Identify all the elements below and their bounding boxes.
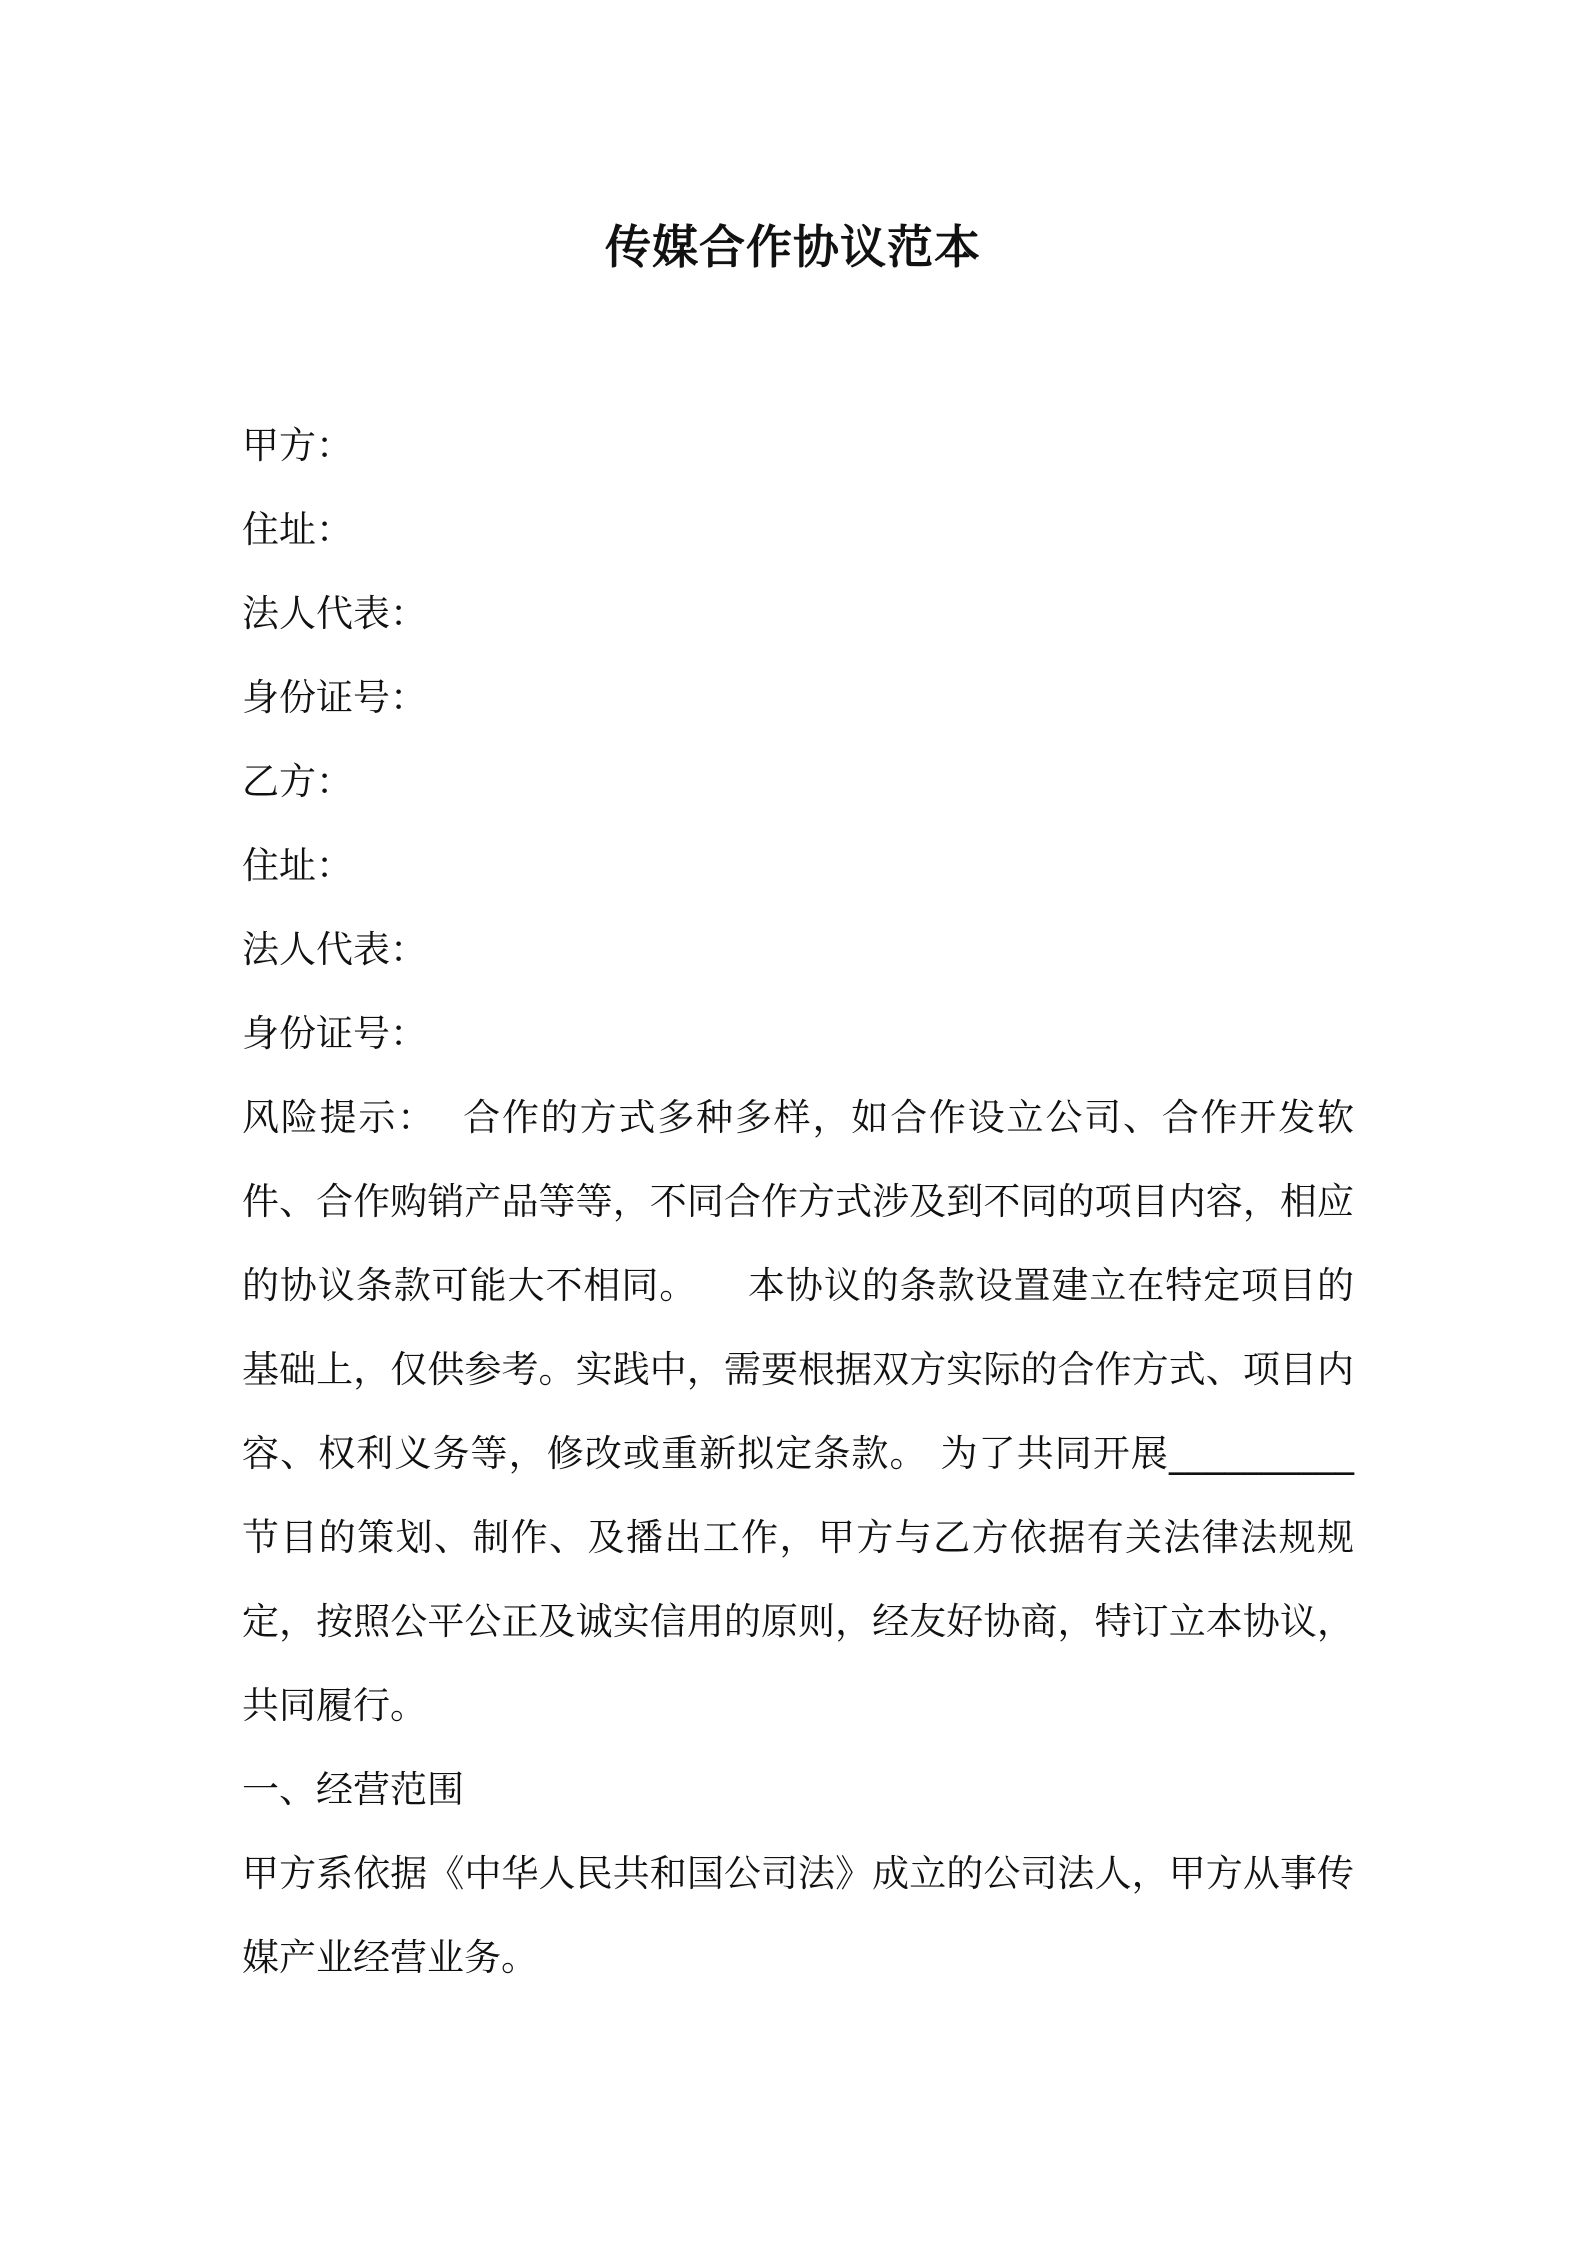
section-heading-business-scope: 一、经营范围 bbox=[242, 1768, 464, 1811]
party-a-id-field: 身份证号： bbox=[242, 676, 427, 719]
party-a-legal-rep-field: 法人代表： bbox=[242, 592, 427, 635]
party-b-name-field: 乙方： bbox=[242, 760, 353, 803]
risk-notice-paragraph: 风险提示： 合作的方式多种多样，如合作设立公司、合作开发软件、合作购销产品等等，不同合作方式涉及到不同的项目内容，相应的协议条款可能大不相同。 本协议的条款设置建立在特定项目的基础上，仅供参考。实践中，需要根据双方实际的合作方式、项目内容、权利义务等，修改或重新拟定条款。 为了共同开展__________节目的策划、制作、及播出工作，甲方与乙方依据有关法律法规规定，按照公平公正及诚实信用的原则，经友好协商，特订立本协议，共同履行。 bbox=[242, 1096, 1354, 1727]
party-a-name-field: 甲方： bbox=[242, 424, 353, 467]
document-body bbox=[242, 404, 1354, 2000]
party-b-address-field: 住址： bbox=[242, 844, 353, 887]
party-a-address-field: 住址： bbox=[242, 508, 353, 551]
document-title: 传媒合作协议范本 bbox=[605, 220, 981, 274]
party-b-id-field: 身份证号： bbox=[242, 1012, 427, 1055]
party-b-legal-rep-field: 法人代表： bbox=[242, 928, 427, 971]
business-scope-paragraph: 甲方系依据《中华人民共和国公司法》成立的公司法人，甲方从事传媒产业经营业务。 bbox=[242, 1852, 1354, 1979]
